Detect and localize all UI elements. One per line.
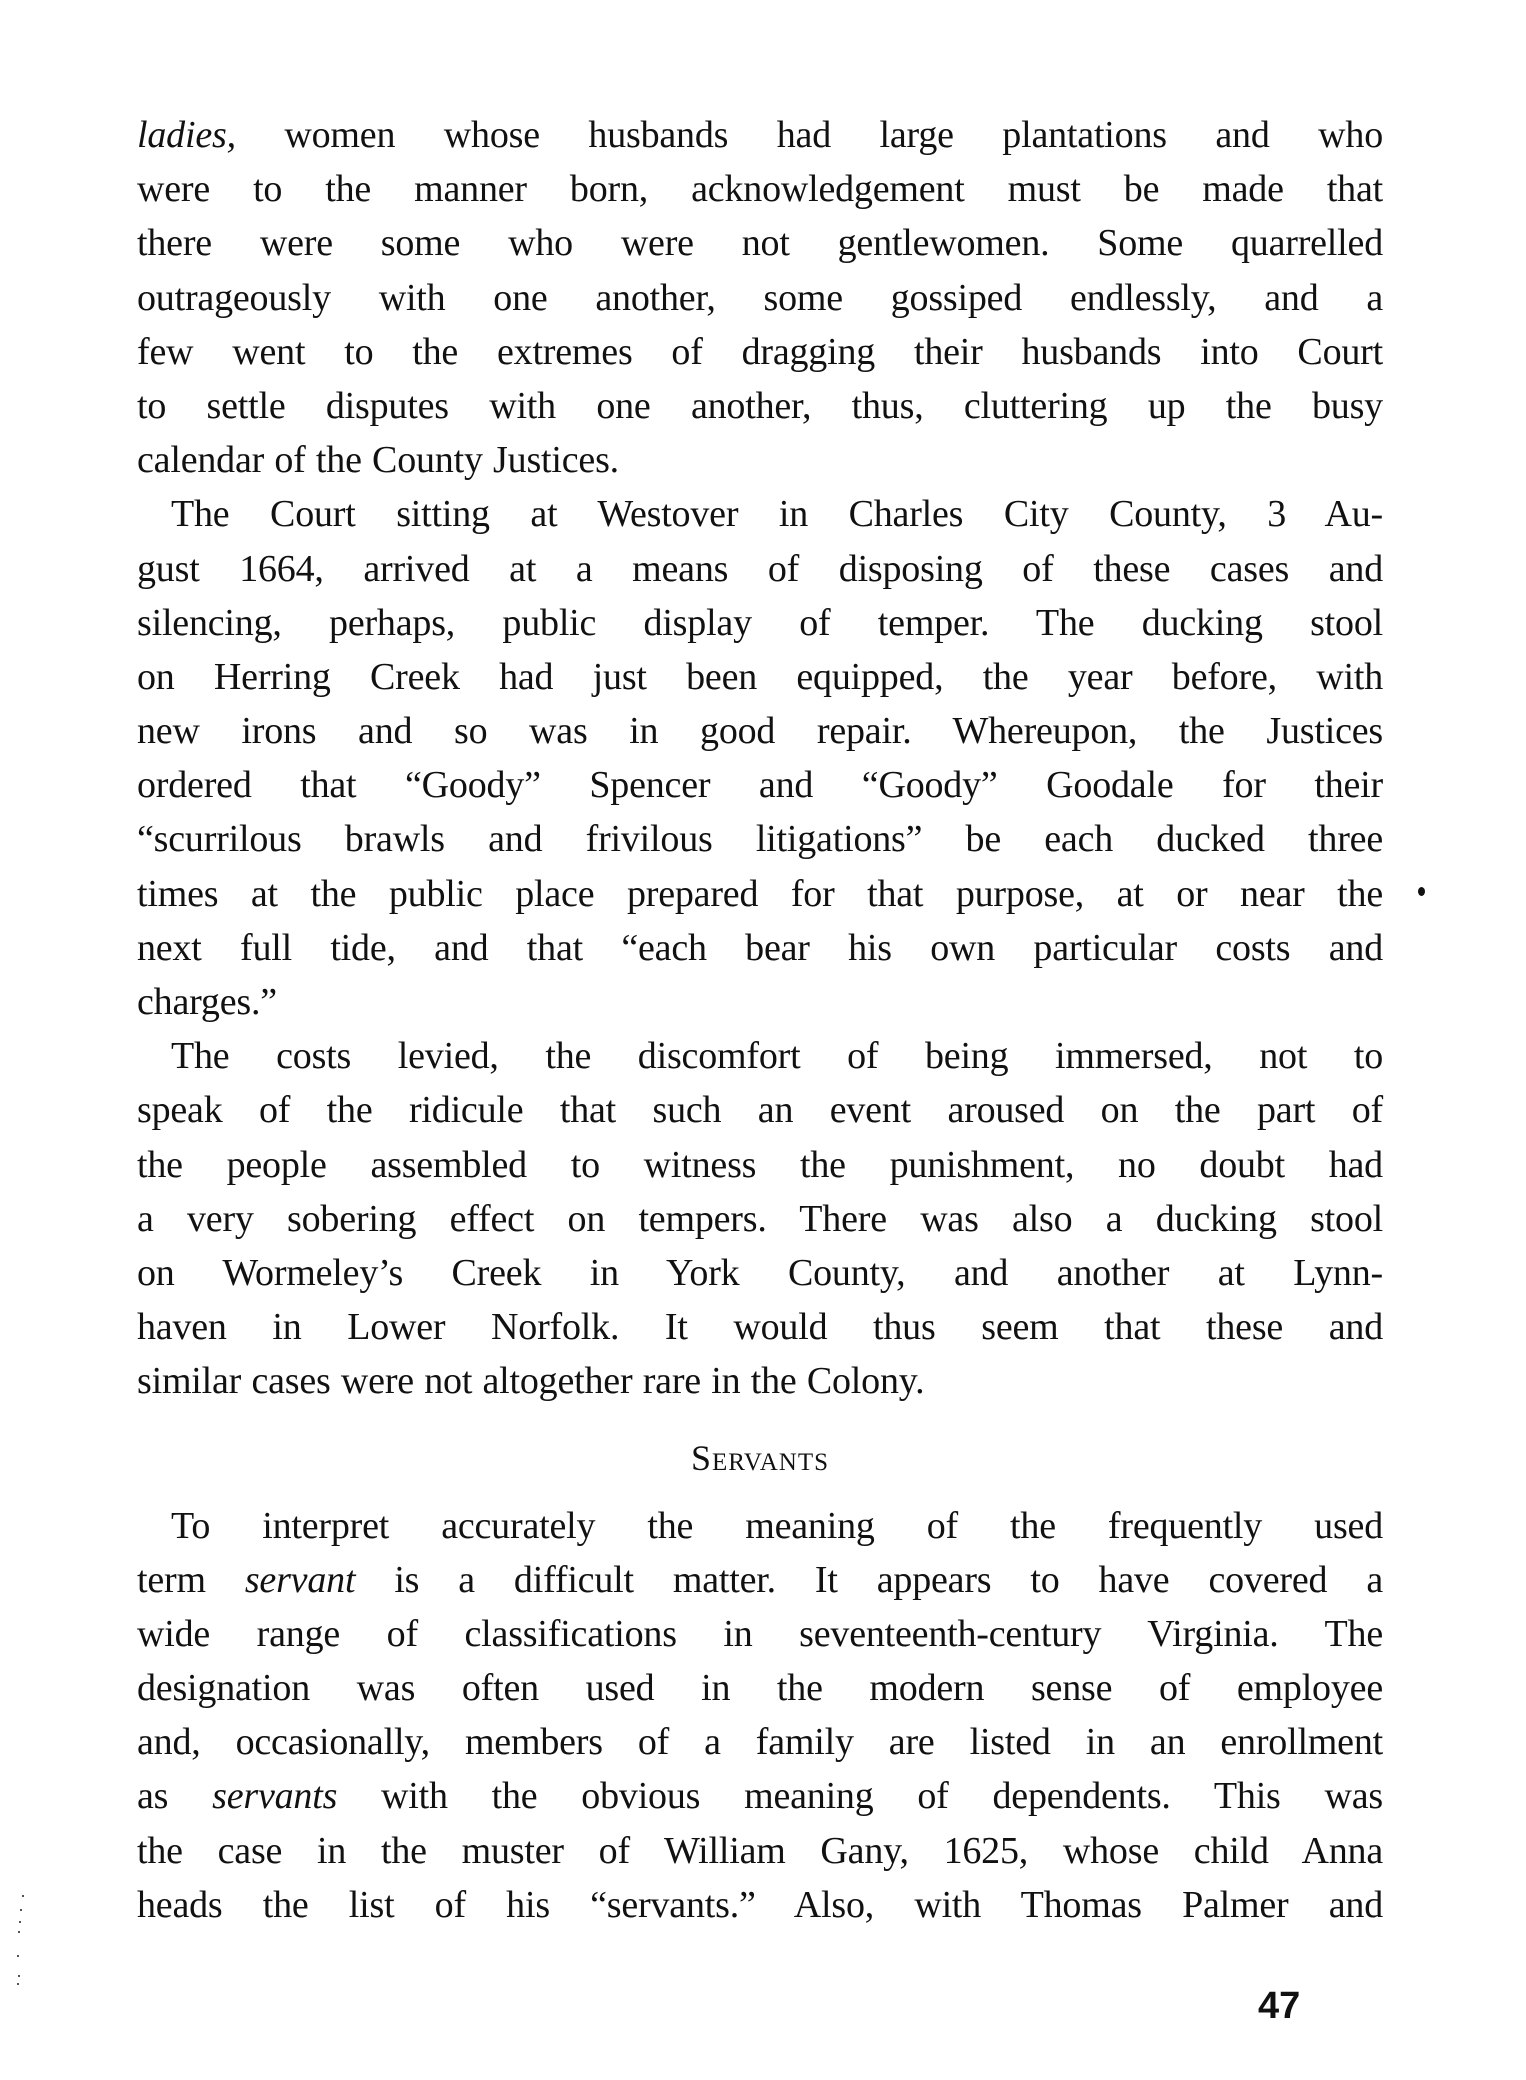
text-line bbox=[137, 975, 1383, 1029]
text-line bbox=[137, 1083, 1383, 1137]
text-run: heads the list of his “servants.” Also, with Thomas Palmer and bbox=[137, 1883, 1383, 1926]
paragraph bbox=[137, 1029, 1383, 1408]
section-body-text bbox=[137, 1499, 1383, 1933]
text-line bbox=[137, 1499, 1383, 1553]
text-run: calendar of the County Justices. bbox=[137, 439, 619, 482]
text-line bbox=[137, 1300, 1383, 1354]
text-line bbox=[137, 812, 1383, 866]
text-run: The costs levied, the discomfort of being immersed, not to bbox=[171, 1035, 1383, 1078]
text-run: “scurrilous brawls and frivilous litigations” be each ducked three bbox=[137, 818, 1383, 861]
paragraph bbox=[137, 108, 1383, 487]
paragraph bbox=[137, 487, 1383, 1029]
text-run: designation was often used in the modern sense of employee bbox=[137, 1667, 1383, 1710]
text-line bbox=[137, 704, 1383, 758]
text-line bbox=[137, 1824, 1383, 1878]
page-number: 47 bbox=[1258, 1985, 1301, 2027]
text-line bbox=[137, 1661, 1383, 1715]
text-run: and, occasionally, members of a family are listed in an enrollment bbox=[137, 1721, 1383, 1764]
text-line bbox=[137, 1192, 1383, 1246]
text-run: on Herring Creek had just been equipped, the year before, with bbox=[137, 655, 1383, 698]
text-run: speak of the ridicule that such an event aroused on the part of bbox=[137, 1089, 1383, 1132]
text-line bbox=[137, 162, 1383, 216]
text-run: new irons and so was in good repair. Whereupon, the Justices bbox=[137, 710, 1383, 753]
italic-text: servant bbox=[244, 1558, 356, 1601]
text-run: a very sobering effect on tempers. There was also a ducking stool bbox=[137, 1197, 1383, 1240]
text-line bbox=[137, 487, 1383, 541]
text-run: times at the public place prepared for that purpose, at or near the bbox=[137, 872, 1383, 915]
scan-speck bbox=[1418, 887, 1425, 896]
body-text bbox=[137, 108, 1383, 1409]
text-run: is a difficult matter. It appears to have covered a bbox=[355, 1558, 1383, 1601]
text-line bbox=[137, 108, 1383, 162]
text-run: term bbox=[137, 1558, 245, 1601]
text-line bbox=[137, 596, 1383, 650]
text-run: the people assembled to witness the punishment, no doubt had bbox=[137, 1143, 1383, 1186]
text-line bbox=[137, 325, 1383, 379]
text-line bbox=[137, 379, 1383, 433]
text-run: with the obvious meaning of dependents. This was bbox=[337, 1775, 1383, 1818]
text-line bbox=[137, 542, 1383, 596]
text-run: outrageously with one another, some gossiped endlessly, and a bbox=[137, 276, 1383, 319]
text-run: To interpret accurately the meaning of the frequently used bbox=[171, 1504, 1383, 1547]
text-line bbox=[137, 921, 1383, 975]
text-line bbox=[137, 1769, 1383, 1823]
text-line bbox=[137, 271, 1383, 325]
text-line bbox=[137, 1029, 1383, 1083]
text-run: the case in the muster of William Gany, 1625, whose child Anna bbox=[137, 1829, 1383, 1872]
text-run: on Wormeley’s Creek in York County, and another at Lynn- bbox=[137, 1251, 1383, 1294]
text-run: charges.” bbox=[137, 981, 277, 1023]
text-run: ordered that “Goody” Spencer and “Goody” Goodale for their bbox=[137, 764, 1383, 807]
paragraph bbox=[137, 1499, 1383, 1933]
text-line bbox=[137, 1607, 1383, 1661]
text-run: haven in Lower Norfolk. It would thus seem that these and bbox=[137, 1306, 1383, 1349]
page-body bbox=[137, 108, 1383, 1932]
text-line bbox=[137, 1553, 1383, 1607]
italic-text: servants bbox=[212, 1775, 338, 1818]
text-line bbox=[137, 758, 1383, 812]
text-line bbox=[137, 216, 1383, 270]
text-run: were to the manner born, acknowledgement must be made that bbox=[137, 168, 1383, 211]
text-run: The Court sitting at Westover in Charles City County, 3 Au- bbox=[171, 493, 1383, 536]
text-run: to settle disputes with one another, thus, cluttering up the busy bbox=[137, 384, 1383, 427]
text-run: silencing, perhaps, public display of temper. The ducking stool bbox=[137, 601, 1383, 644]
text-run: as bbox=[137, 1775, 213, 1818]
text-run: women whose husbands had large plantations and who bbox=[235, 114, 1383, 156]
text-run: there were some who were not gentlewomen. Some quarrelled bbox=[137, 222, 1383, 265]
text-line bbox=[137, 650, 1383, 704]
text-run: few went to the extremes of dragging their husbands into Court bbox=[137, 330, 1383, 373]
text-run: next full tide, and that “each bear his own particular costs and bbox=[137, 926, 1383, 969]
text-line bbox=[137, 1354, 1383, 1408]
text-run: similar cases were not altogether rare in the Colony. bbox=[137, 1360, 925, 1403]
text-run: gust 1664, arrived at a means of disposing of these cases and bbox=[137, 547, 1383, 590]
section-heading: Servants bbox=[690, 1437, 830, 1478]
text-line bbox=[137, 1715, 1383, 1769]
scan-margin-artifacts bbox=[16, 1895, 26, 1995]
italic-text: ladies, bbox=[137, 114, 236, 156]
text-line bbox=[137, 1246, 1383, 1300]
text-run: wide range of classifications in seventeenth-century Virginia. The bbox=[137, 1612, 1383, 1655]
text-line bbox=[137, 433, 1383, 487]
text-line bbox=[137, 1878, 1383, 1932]
text-line bbox=[137, 867, 1383, 921]
text-line bbox=[137, 1138, 1383, 1192]
